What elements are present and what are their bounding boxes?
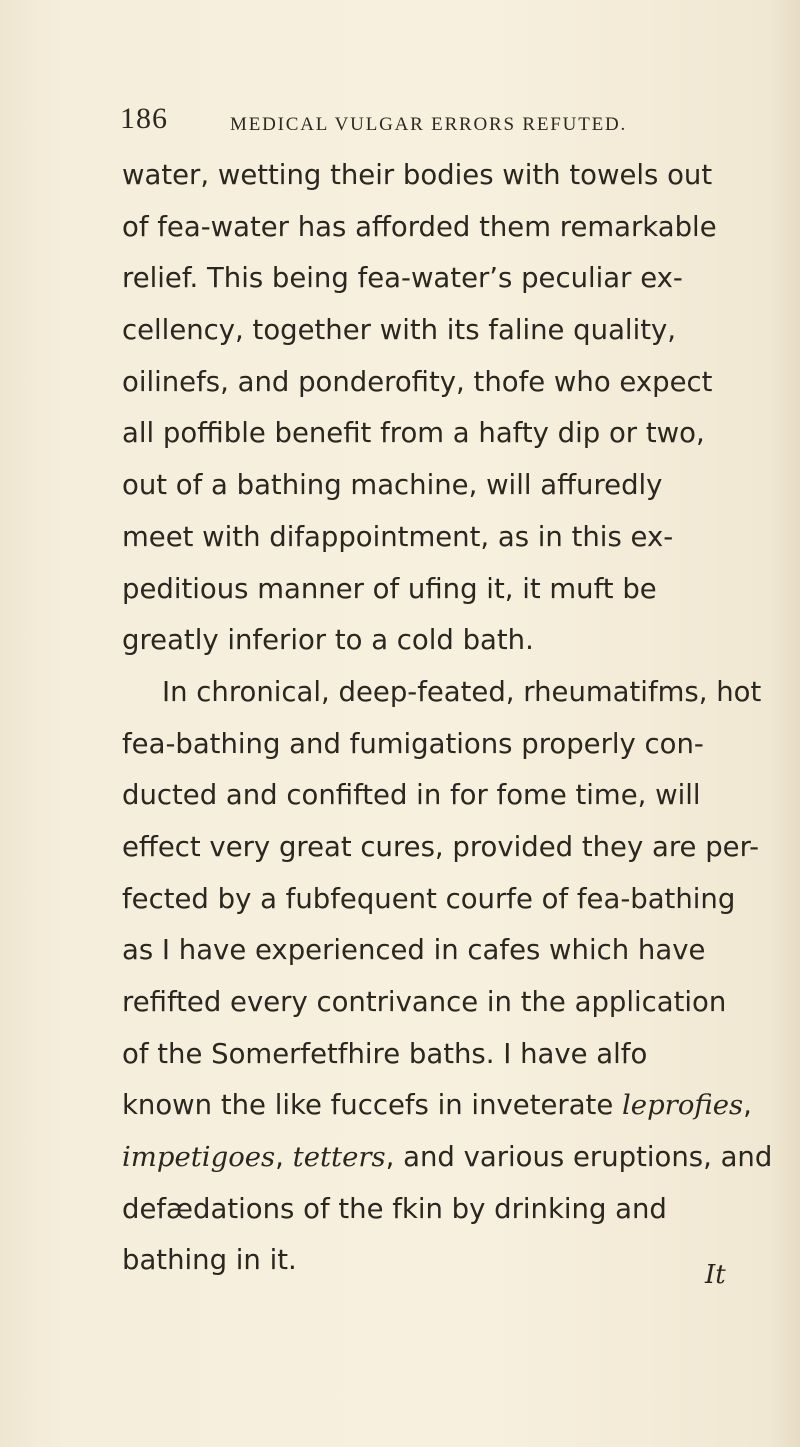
italic-term-impetigoes: impetigoes <box>122 1141 276 1174</box>
text-run: , <box>743 1089 752 1122</box>
text-line: bathing in it. <box>122 1244 297 1277</box>
paragraph-start-line: In chronical, deep-feated, rheumatifms, hot <box>162 675 762 708</box>
text-line: greatly inferior to a cold bath. <box>122 624 534 657</box>
text-line: water, wetting their bodies with towels out <box>122 159 713 191</box>
text-line: out of a bathing machine, will affuredly <box>122 469 663 502</box>
text-line: of fea-water has afforded them remarkable <box>122 210 717 243</box>
text-line <box>122 1080 772 1132</box>
catchword: It <box>705 1260 726 1290</box>
text-run: , <box>275 1141 293 1174</box>
italic-term-leprofies: leprofies <box>622 1089 744 1122</box>
text-line: effect very great cures, provided they are per- <box>122 830 760 863</box>
text-run: , and various eruptions, and <box>385 1141 773 1174</box>
text-line: fected by a fubfequent courfe of fea-bathing <box>122 882 736 915</box>
text-line <box>122 1132 772 1184</box>
text-line: peditious manner of ufing it, it muft be <box>122 572 657 605</box>
text-line: as I have experienced in cafes which have <box>122 934 706 967</box>
italic-term-tetters: tetters <box>292 1141 386 1174</box>
text-run: known the like fuccefs in inveterate <box>122 1089 622 1122</box>
text-line: all poffible benefit from a hafty dip or two, <box>122 417 705 450</box>
text-line: refifted every contrivance in the application <box>122 986 727 1018</box>
body-text <box>122 150 772 1287</box>
text-line: cellency, together with its faline quality, <box>122 314 677 347</box>
text-line: oilinefs, and ponderofity, thofe who expect <box>122 365 713 398</box>
page-header <box>120 102 760 142</box>
text-line: of the Somerfetfhire baths. I have alfo <box>122 1037 648 1070</box>
text-line: ducted and confifted in for fome time, will <box>122 779 701 812</box>
text-line: defædations of the fkin by drinking and <box>122 1192 667 1225</box>
running-head: MEDICAL VULGAR ERRORS REFUTED. <box>230 114 628 135</box>
text-line: meet with difappointment, as in this ex- <box>122 520 674 553</box>
text-line: fea-bathing and fumigations properly con- <box>122 727 704 760</box>
page-number: 186 <box>120 102 168 135</box>
text-line: relief. This being fea-water’s peculiar ex- <box>122 262 683 295</box>
